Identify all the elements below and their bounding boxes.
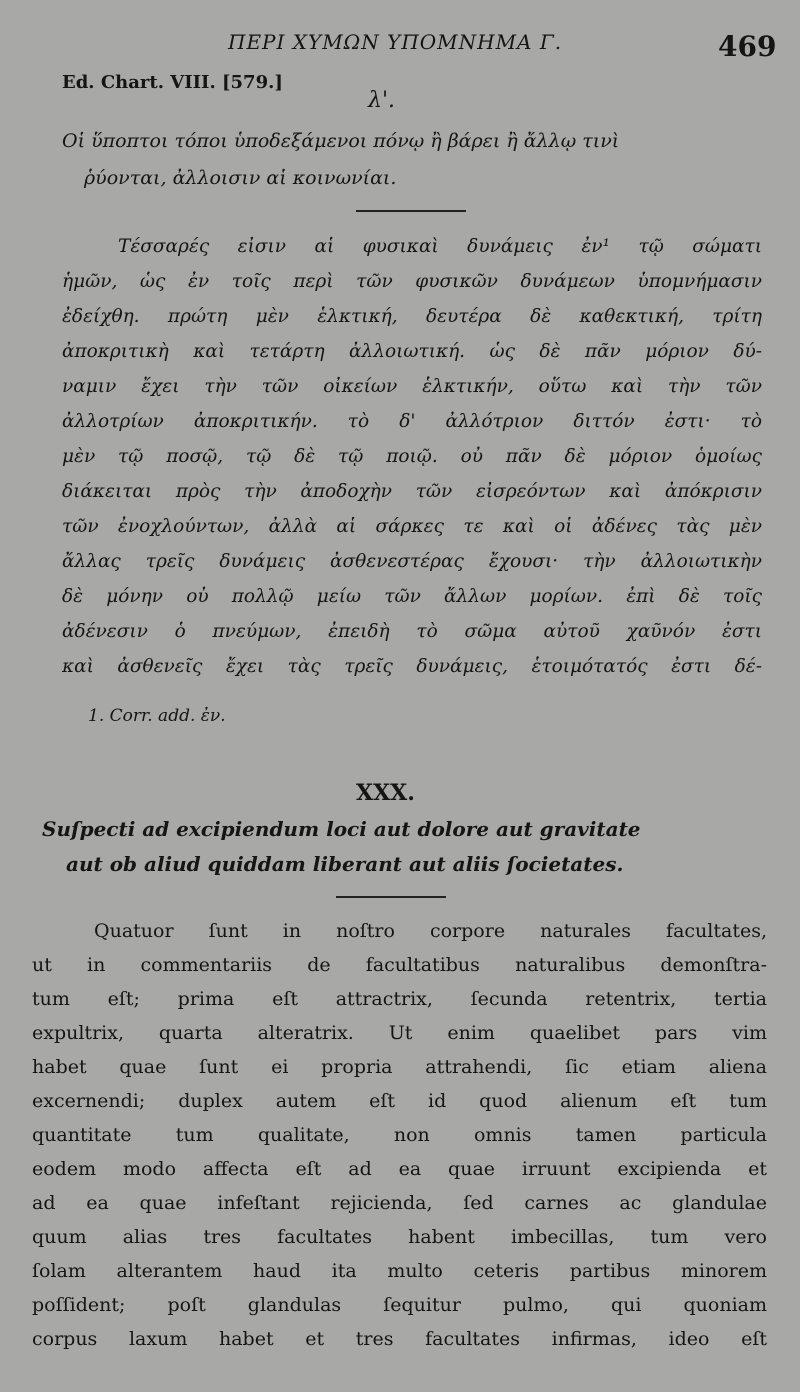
latin-body-line: poſſident; poſt glandulas ſequitur pulmo, qui quoniam bbox=[32, 1294, 767, 1316]
greek-body-line: ἡμῶν, ὡς ἐν τοῖς περὶ τῶν φυσικῶν δυνάμεων ὑπομνήμασιν bbox=[62, 271, 762, 292]
latin-body-line: ad ea quae infeſtant rejicienda, ſed carnes ac glandulae bbox=[32, 1192, 767, 1214]
greek-body-line: μὲν τῷ ποσῷ, τῷ δὲ τῷ ποιῷ. οὐ πᾶν δὲ μόριον ὁμοίως bbox=[62, 446, 762, 467]
latin-title-line: Suſpecti ad excipiendum loci aut dolore aut gravitate bbox=[42, 817, 641, 841]
latin-body-line: Quatuor ſunt in noſtro corpore naturales facultates, bbox=[94, 920, 767, 942]
greek-body-line: ἀποκριτικὴ καὶ τετάρτη ἀλλοιωτική. ὡς δὲ πᾶν μόριον δύ- bbox=[62, 341, 762, 362]
greek-body-line: τῶν ἐνοχλούντων, ἀλλὰ αἱ σάρκες τε καὶ οἱ ἀδένες τὰς μὲν bbox=[62, 516, 762, 537]
edition-reference: Ed. Chart. VIII. [579.] bbox=[62, 72, 283, 93]
greek-title-line: Οἱ ὕποπτοι τόποι ὑποδεξάμενοι πόνῳ ἢ βάρει ἢ ἄλλῳ τινὶ bbox=[62, 130, 620, 152]
latin-body-line: quum alias tres facultates habent imbecillas, tum vero bbox=[32, 1226, 767, 1248]
greek-body-line: ναμιν ἔχει τὴν τῶν οἰκείων ἑλκτικήν, οὕτω καὶ τὴν τῶν bbox=[62, 376, 762, 397]
latin-section-number: XXX. bbox=[356, 780, 415, 806]
latin-body-line: ſolam alterantem haud ita multo ceteris partibus minorem bbox=[32, 1260, 767, 1282]
running-head: ΠΕΡΙ ΧΥΜΩΝ ΥΠΟΜΝΗΜΑ Γ. bbox=[228, 30, 563, 54]
page-number: 469 bbox=[718, 30, 777, 63]
section-divider bbox=[356, 210, 466, 212]
greek-body-line: ἀδένεσιν ὁ πνεύμων, ἐπειδὴ τὸ σῶμα αὐτοῦ χαῦνόν ἐστι bbox=[62, 621, 762, 642]
greek-body-line: ἀλλοτρίων ἀποκριτικήν. τὸ δ' ἀλλότριον διττόν ἐστι· τὸ bbox=[62, 411, 762, 432]
section-divider bbox=[336, 896, 446, 898]
greek-body-line: ἐδείχθη. πρώτη μὲν ἑλκτική, δευτέρα δὲ καθεκτική, τρίτη bbox=[62, 306, 762, 327]
latin-body-line: excernendi; duplex autem eſt id quod alienum eſt tum bbox=[32, 1090, 767, 1112]
greek-section-number: λ'. bbox=[368, 88, 395, 113]
latin-body-line: expultrix, quarta alteratrix. Ut enim quaelibet pars vim bbox=[32, 1022, 767, 1044]
footnote: 1. Corr. add. ἐν. bbox=[88, 706, 226, 726]
greek-body-line: ἄλλας τρεῖς δυνάμεις ἀσθενεστέρας ἔχουσι· τὴν ἀλλοιωτικὴν bbox=[62, 551, 762, 572]
greek-body-line: Τέσσαρές εἰσιν αἱ φυσικαὶ δυνάμεις ἐν¹ τῷ σώματι bbox=[118, 236, 762, 257]
latin-body-line: ut in commentariis de facultatibus naturalibus demonſtra- bbox=[32, 954, 767, 976]
latin-body-line: eodem modo affecta eſt ad ea quae irruunt excipienda et bbox=[32, 1158, 767, 1180]
greek-body-line: διάκειται πρὸς τὴν ἀποδοχὴν τῶν εἰσρεόντων καὶ ἀπόκρισιν bbox=[62, 481, 762, 502]
greek-title-line: ῥύονται, ἀλλοισιν αἱ κοινωνίαι. bbox=[84, 167, 397, 189]
greek-body-line: δὲ μόνην οὐ πολλῷ μείω τῶν ἄλλων μορίων. ἐπὶ δὲ τοῖς bbox=[62, 586, 762, 607]
latin-body-line: habet quae ſunt ei propria attrahendi, ſic etiam aliena bbox=[32, 1056, 767, 1078]
greek-body-line: καὶ ἀσθενεῖς ἔχει τὰς τρεῖς δυνάμεις, ἑτοιμότατός ἐστι δέ- bbox=[62, 656, 762, 677]
latin-body-line: quantitate tum qualitate, non omnis tamen particula bbox=[32, 1124, 767, 1146]
latin-body-line: corpus laxum habet et tres facultates infirmas, ideo eſt bbox=[32, 1328, 767, 1350]
latin-title-line: aut ob aliud quiddam liberant aut aliis ſocietates. bbox=[66, 852, 624, 876]
latin-body-line: tum eſt; prima eſt attractrix, ſecunda retentrix, tertia bbox=[32, 988, 767, 1010]
